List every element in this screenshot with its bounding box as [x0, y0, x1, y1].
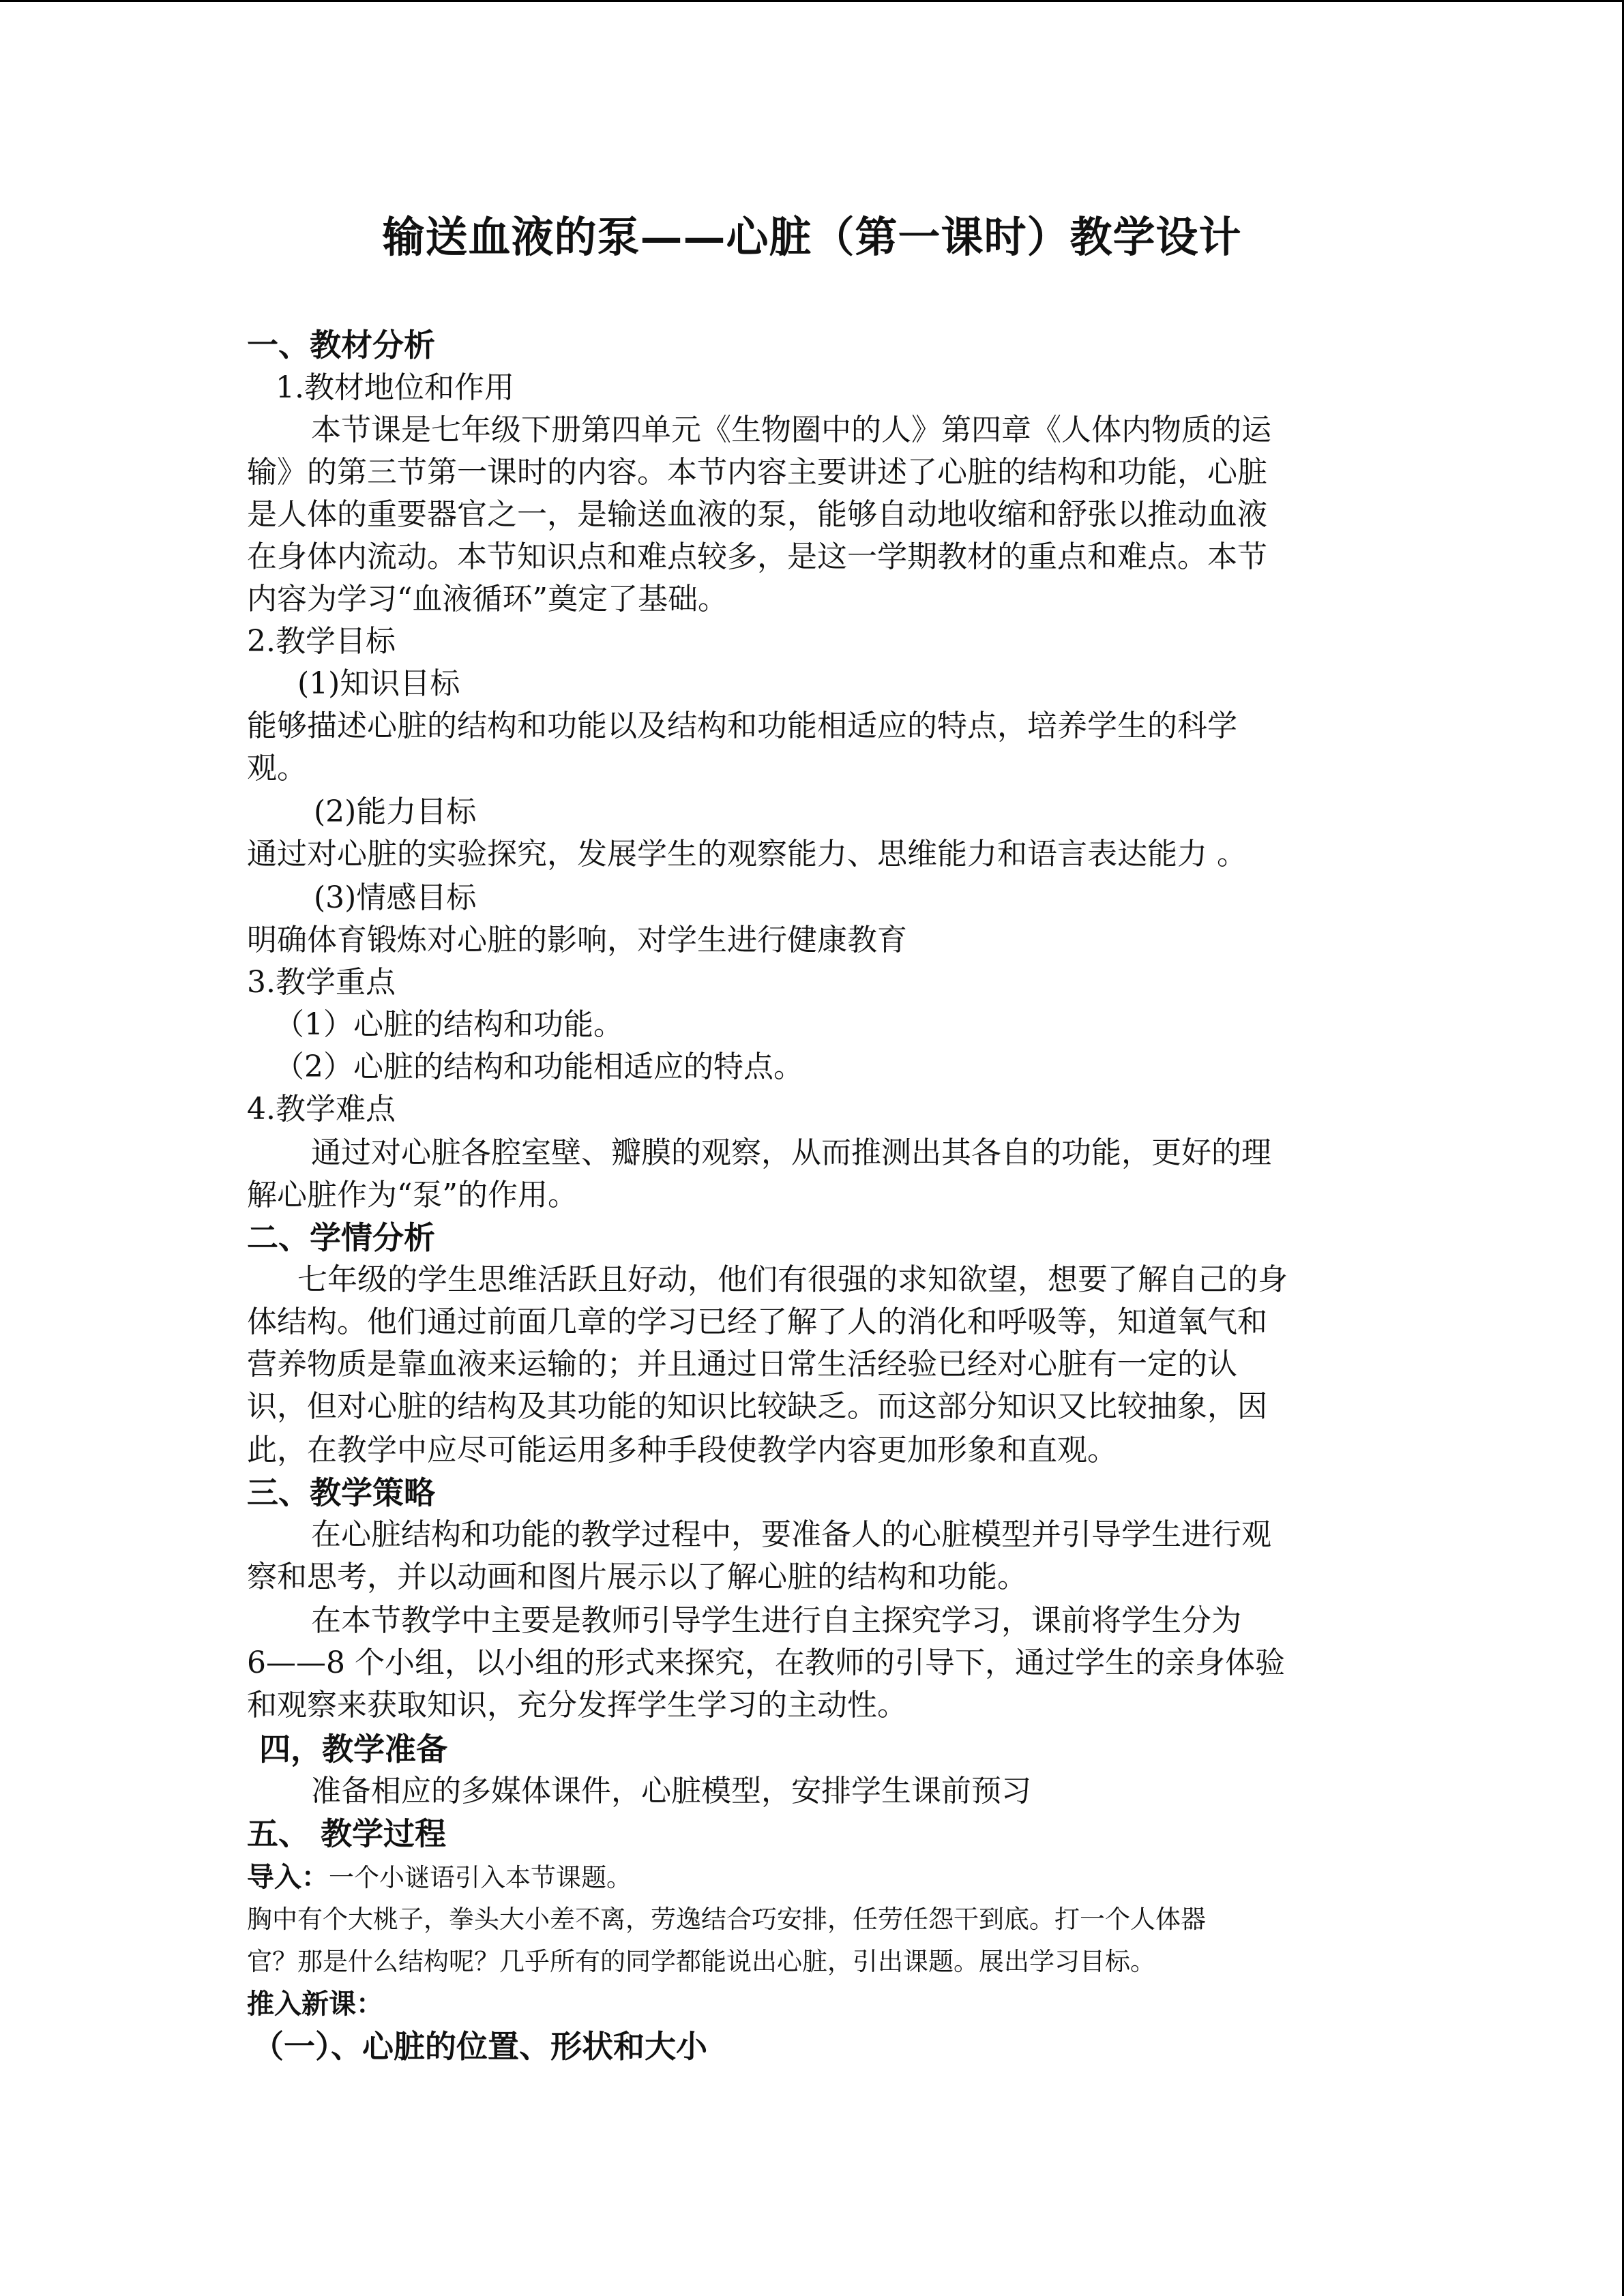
paragraph-line: 在身体内流动。本节知识点和难点较多，是这一学期教材的重点和难点。本节 — [247, 539, 1267, 574]
intro-label: 导入： — [247, 1861, 329, 1893]
new-lesson-label: 推入新课： — [247, 1988, 383, 2020]
new-lesson-line — [247, 1983, 383, 2026]
paragraph-line: 是人体的重要器官之一，是输送血液的泵，能够自动地收缩和舒张以推动血液 — [247, 497, 1267, 532]
paragraph-line: 在心脏结构和功能的教学过程中，要准备人的心脏模型并引导学生进行观 — [311, 1517, 1271, 1552]
riddle-line: 胸中有个大桃子，拳头大小差不离，劳逸结合巧安排，任劳任怨干到底。打一个人体器 — [247, 1905, 1206, 1934]
paragraph-line: 七年级的学生思维活跃且好动，他们有很强的求知欲望，想要了解自己的身 — [297, 1262, 1288, 1297]
paragraph-line: 识，但对心脏的结构及其功能的知识比较缺乏。而这部分知识又比较抽象，因 — [247, 1389, 1267, 1424]
subheading: 1.教材地位和作用 — [276, 370, 514, 405]
page-border-top — [0, 0, 1624, 2]
section-heading-2: 二、学情分析 — [247, 1219, 435, 1256]
intro-line — [247, 1856, 632, 1899]
paragraph-line: 在本节教学中主要是教师引导学生进行自主探究学习，课前将学生分为 — [311, 1603, 1241, 1638]
subheading: (1)知识目标 — [297, 666, 460, 701]
subheading: 3.教学重点 — [247, 965, 396, 1000]
list-item: （1）心脏的结构和功能。 — [274, 1007, 623, 1042]
paragraph-line: 输》的第三节第一课时的内容。本节内容主要讲述了心脏的结构和功能，心脏 — [247, 455, 1267, 490]
paragraph-line: 通过对心脏的实验探究，发展学生的观察能力、思维能力和语言表达能力 。 — [247, 837, 1247, 871]
paragraph-line: 通过对心脏各腔室壁、瓣膜的观察，从而推测出其各自的功能，更好的理 — [311, 1135, 1271, 1170]
paragraph-line: 能够描述心脏的结构和功能以及结构和功能相适应的特点，培养学生的科学 — [247, 709, 1237, 743]
paragraph-line: 解心脏作为“泵”的作用。 — [247, 1178, 578, 1212]
section-heading-3: 三、教学策略 — [247, 1474, 435, 1511]
document-title: 输送血液的泵——心脏（第一课时）教学设计 — [382, 212, 1242, 262]
subheading: 2.教学目标 — [247, 624, 396, 659]
subheading: 4.教学难点 — [247, 1092, 396, 1127]
paragraph-line: 察和思考，并以动画和图片展示以了解心脏的结构和功能。 — [247, 1560, 1027, 1594]
paragraph-line: 内容为学习“血液循环”奠定了基础。 — [247, 582, 728, 616]
list-item: （2）心脏的结构和功能相适应的特点。 — [274, 1049, 803, 1084]
section-heading-sub-1: （一）、心脏的位置、形状和大小 — [252, 2028, 707, 2065]
riddle-line: 官？那是什么结构呢？几乎所有的同学都能说出心脏，引出课题。展出学习目标。 — [247, 1947, 1155, 1976]
paragraph-line: 6——8 个小组，以小组的形式来探究，在教师的引导下，通过学生的亲身体验 — [247, 1645, 1285, 1680]
paragraph-line: 此，在教学中应尽可能运用多种手段使教学内容更加形象和直观。 — [247, 1433, 1117, 1467]
section-heading-5: 五、 教学过程 — [247, 1815, 447, 1852]
intro-text: 一个小谜语引入本节课题。 — [329, 1863, 632, 1892]
paragraph-line: 准备相应的多媒体课件，心脏模型，安排学生课前预习 — [311, 1774, 1031, 1808]
paragraph-line: 营养物质是靠血液来运输的；并且通过日常生活经验已经对心脏有一定的认 — [247, 1347, 1237, 1382]
paragraph-line: 观。 — [247, 751, 307, 786]
subheading: (2)能力目标 — [314, 794, 477, 829]
section-heading-4: 四，教学准备 — [259, 1731, 447, 1768]
paragraph-line: 本节课是七年级下册第四单元《生物圈中的人》第四章《人体内物质的运 — [311, 413, 1271, 447]
section-heading-1: 一、教材分析 — [247, 327, 435, 363]
paragraph-line: 和观察来获取知识，充分发挥学生学习的主动性。 — [247, 1688, 907, 1723]
paragraph-line: 明确体育锻炼对心脏的影响，对学生进行健康教育 — [247, 923, 907, 957]
paragraph-line: 体结构。他们通过前面几章的学习已经了解了人的消化和呼吸等，知道氧气和 — [247, 1304, 1267, 1339]
subheading: (3)情感目标 — [314, 880, 477, 915]
